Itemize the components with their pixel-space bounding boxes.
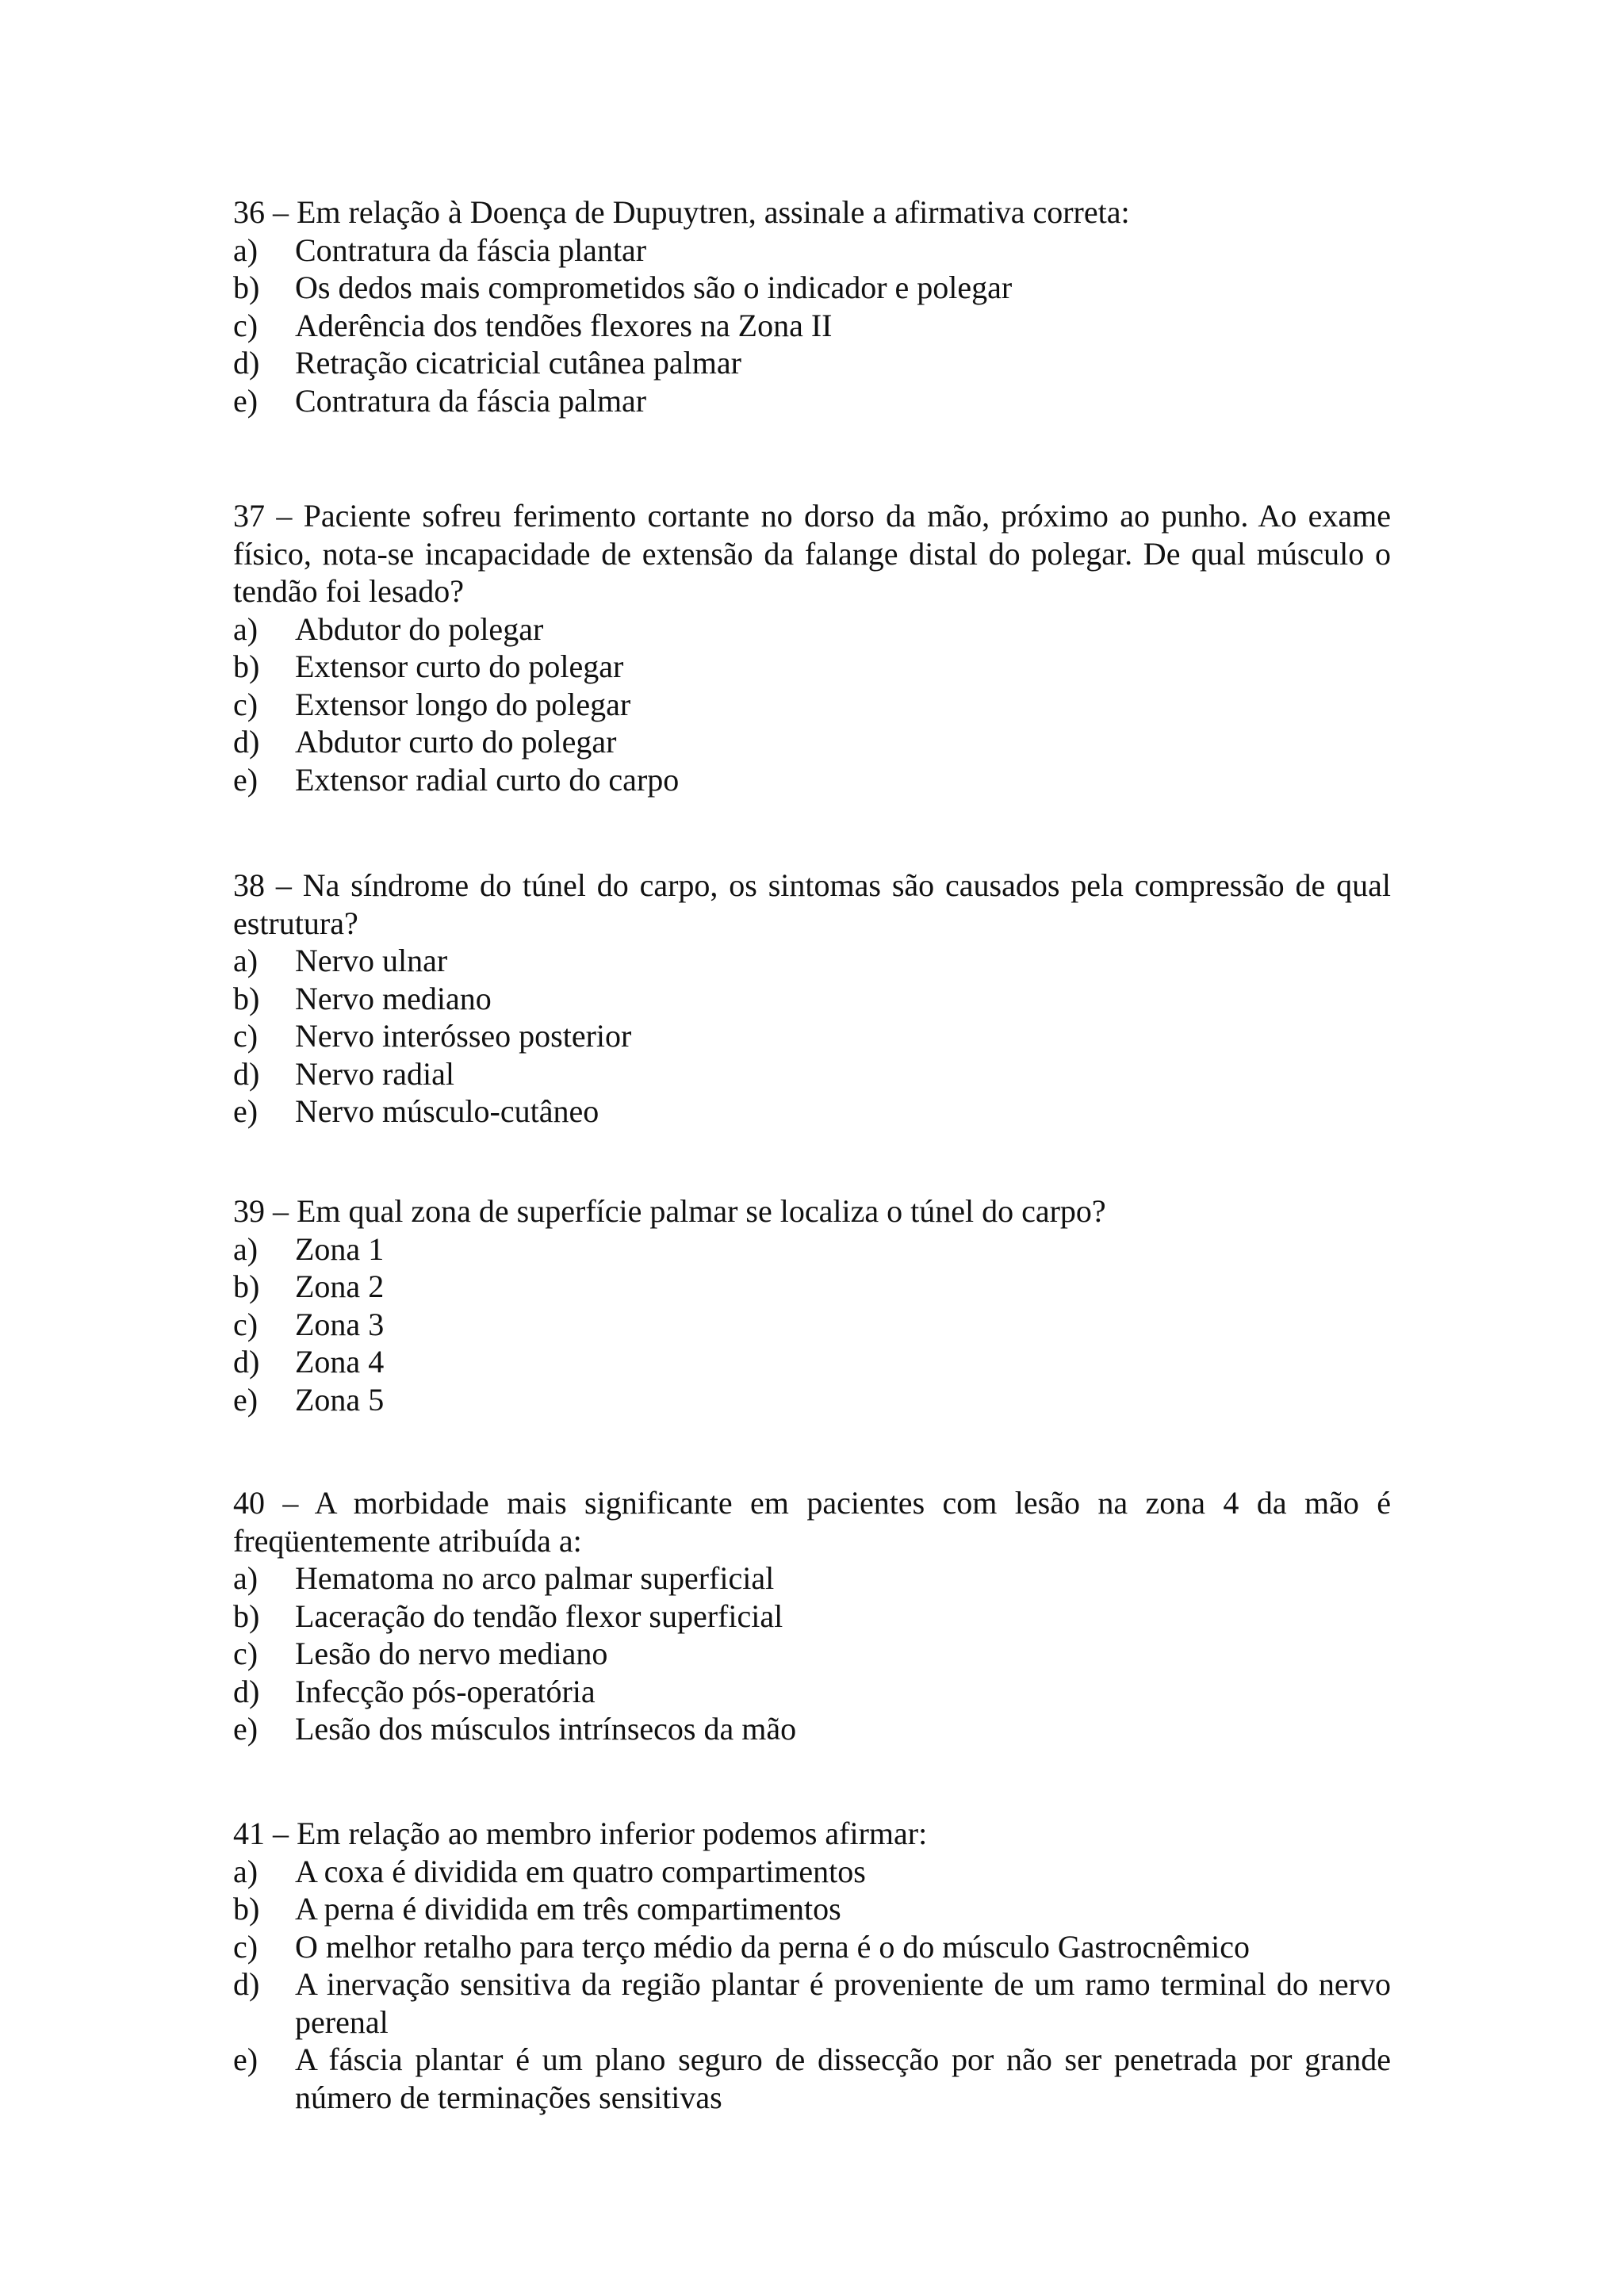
option-letter: c) (233, 1928, 259, 1965)
option-list (233, 1230, 1391, 1419)
option-e (233, 1710, 1391, 1748)
question-36 (233, 193, 1391, 419)
option-letter: d) (233, 1673, 260, 1709)
option-letter: b) (233, 1598, 260, 1634)
option-a (233, 1230, 1391, 1269)
option-a (233, 610, 1391, 649)
option-letter: a) (233, 943, 259, 978)
option-c (233, 307, 1391, 345)
option-letter: b) (233, 1269, 260, 1304)
option-text: A inervação sensitiva da região plantar é proveniente de um ramo terminal do nervo perenal (295, 1966, 1391, 2040)
option-list (233, 942, 1391, 1131)
option-d (233, 1673, 1391, 1711)
option-letter: e) (233, 1381, 259, 1418)
option-text: Infecção pós-operatória (295, 1673, 596, 1709)
option-e (233, 2041, 1391, 2116)
option-text: Lesão dos músculos intrínsecos da mão (295, 1711, 797, 1747)
option-d (233, 1343, 1391, 1381)
exam-page (233, 0, 1391, 2296)
option-letter: c) (233, 1636, 259, 1671)
question-stem: 38 – Na síndrome do túnel do carpo, os sintomas são causados pela compressão de qual estrutura? (233, 867, 1391, 941)
option-a (233, 1853, 1391, 1891)
question-stem: 39 – Em qual zona de superfície palmar se localiza o túnel do carpo? (233, 1193, 1106, 1229)
option-d (233, 723, 1391, 761)
option-letter: e) (233, 2042, 259, 2077)
option-c (233, 686, 1391, 724)
option-letter: c) (233, 686, 259, 722)
option-d (233, 1965, 1391, 2041)
option-text: Abdutor curto do polegar (295, 724, 617, 760)
option-c (233, 1017, 1391, 1055)
option-text: A perna é dividida em três compartimentos (295, 1891, 841, 1927)
option-c (233, 1635, 1391, 1673)
option-letter: c) (233, 1018, 259, 1054)
option-text: Nervo interósseo posterior (295, 1018, 632, 1054)
option-letter: a) (233, 1560, 259, 1596)
option-letter: b) (233, 980, 260, 1016)
option-a (233, 942, 1391, 980)
option-letter: d) (233, 724, 260, 760)
option-d (233, 1055, 1391, 1093)
option-text: Hematoma no arco palmar superficial (295, 1560, 775, 1596)
option-text: Contratura da fáscia plantar (295, 232, 647, 268)
question-38 (233, 867, 1391, 1131)
option-e (233, 382, 1391, 420)
option-letter: a) (233, 1853, 259, 1889)
option-list (233, 232, 1391, 420)
option-letter: a) (233, 1230, 259, 1267)
option-text: Os dedos mais comprometidos são o indicador e polegar (295, 270, 1013, 305)
option-list (233, 1853, 1391, 2117)
option-text: Nervo mediano (295, 980, 492, 1016)
option-text: Abdutor do polegar (295, 610, 544, 647)
option-letter: e) (233, 382, 259, 419)
option-text: Extensor radial curto do carpo (295, 761, 680, 798)
option-text: Lesão do nervo mediano (295, 1636, 608, 1671)
option-e (233, 761, 1391, 799)
option-text: Laceração do tendão flexor superficial (295, 1598, 783, 1634)
option-c (233, 1306, 1391, 1344)
question-39 (233, 1192, 1391, 1418)
option-letter: c) (233, 1306, 259, 1342)
option-letter: e) (233, 761, 259, 798)
option-letter: e) (233, 1711, 259, 1747)
option-text: A fáscia plantar é um plano seguro de dissecção por não ser penetrada por grande número de terminações sensitivas (295, 2042, 1391, 2115)
option-text: Zona 4 (295, 1344, 385, 1380)
option-text: Retração cicatricial cutânea palmar (295, 345, 741, 381)
option-text: Contratura da fáscia palmar (295, 382, 647, 419)
question-40 (233, 1484, 1391, 1748)
option-text: Extensor curto do polegar (295, 649, 624, 684)
option-text: Zona 3 (295, 1306, 385, 1342)
option-letter: c) (233, 307, 259, 343)
option-list (233, 610, 1391, 799)
option-text: Zona 2 (295, 1269, 385, 1304)
question-41 (233, 1815, 1391, 2116)
option-text: O melhor retalho para terço médio da perna é o do músculo Gastrocnêmico (295, 1928, 1251, 1965)
option-text: Nervo músculo-cutâneo (295, 1093, 599, 1129)
option-b (233, 648, 1391, 686)
option-text: A coxa é dividida em quatro compartimentos (295, 1853, 866, 1889)
option-a (233, 1559, 1391, 1598)
option-text: Zona 5 (295, 1381, 385, 1418)
option-text: Zona 1 (295, 1230, 385, 1267)
option-text: Extensor longo do polegar (295, 686, 631, 722)
option-list (233, 1559, 1391, 1748)
option-e (233, 1093, 1391, 1131)
question-stem: 37 – Paciente sofreu ferimento cortante no dorso da mão, próximo ao punho. Ao exame físico, nota-se incapacidade de extensão da falange distal do polegar. De qual músculo o tendão foi lesado? (233, 498, 1391, 609)
option-letter: e) (233, 1093, 259, 1129)
option-letter: b) (233, 1891, 260, 1927)
option-text: Nervo ulnar (295, 943, 448, 978)
option-c (233, 1928, 1391, 1966)
option-b (233, 1598, 1391, 1636)
question-stem: 36 – Em relação à Doença de Dupuytren, assinale a afirmativa correta: (233, 194, 1130, 230)
option-text: Aderência dos tendões flexores na Zona II (295, 307, 833, 343)
question-stem: 41 – Em relação ao membro inferior podemos afirmar: (233, 1816, 928, 1851)
option-letter: d) (233, 1966, 260, 2002)
option-b (233, 1268, 1391, 1306)
question-stem: 40 – A morbidade mais significante em pacientes com lesão na zona 4 da mão é freqüentemente atribuída a: (233, 1485, 1391, 1559)
option-a (233, 232, 1391, 270)
option-e (233, 1381, 1391, 1419)
option-letter: d) (233, 345, 260, 381)
option-letter: b) (233, 649, 260, 684)
question-37 (233, 497, 1391, 798)
option-letter: a) (233, 232, 259, 268)
option-letter: a) (233, 610, 259, 647)
option-text: Nervo radial (295, 1055, 455, 1092)
option-letter: b) (233, 270, 260, 305)
option-b (233, 1890, 1391, 1928)
option-letter: d) (233, 1055, 260, 1092)
option-b (233, 980, 1391, 1018)
option-b (233, 269, 1391, 307)
option-d (233, 344, 1391, 382)
option-letter: d) (233, 1344, 260, 1380)
